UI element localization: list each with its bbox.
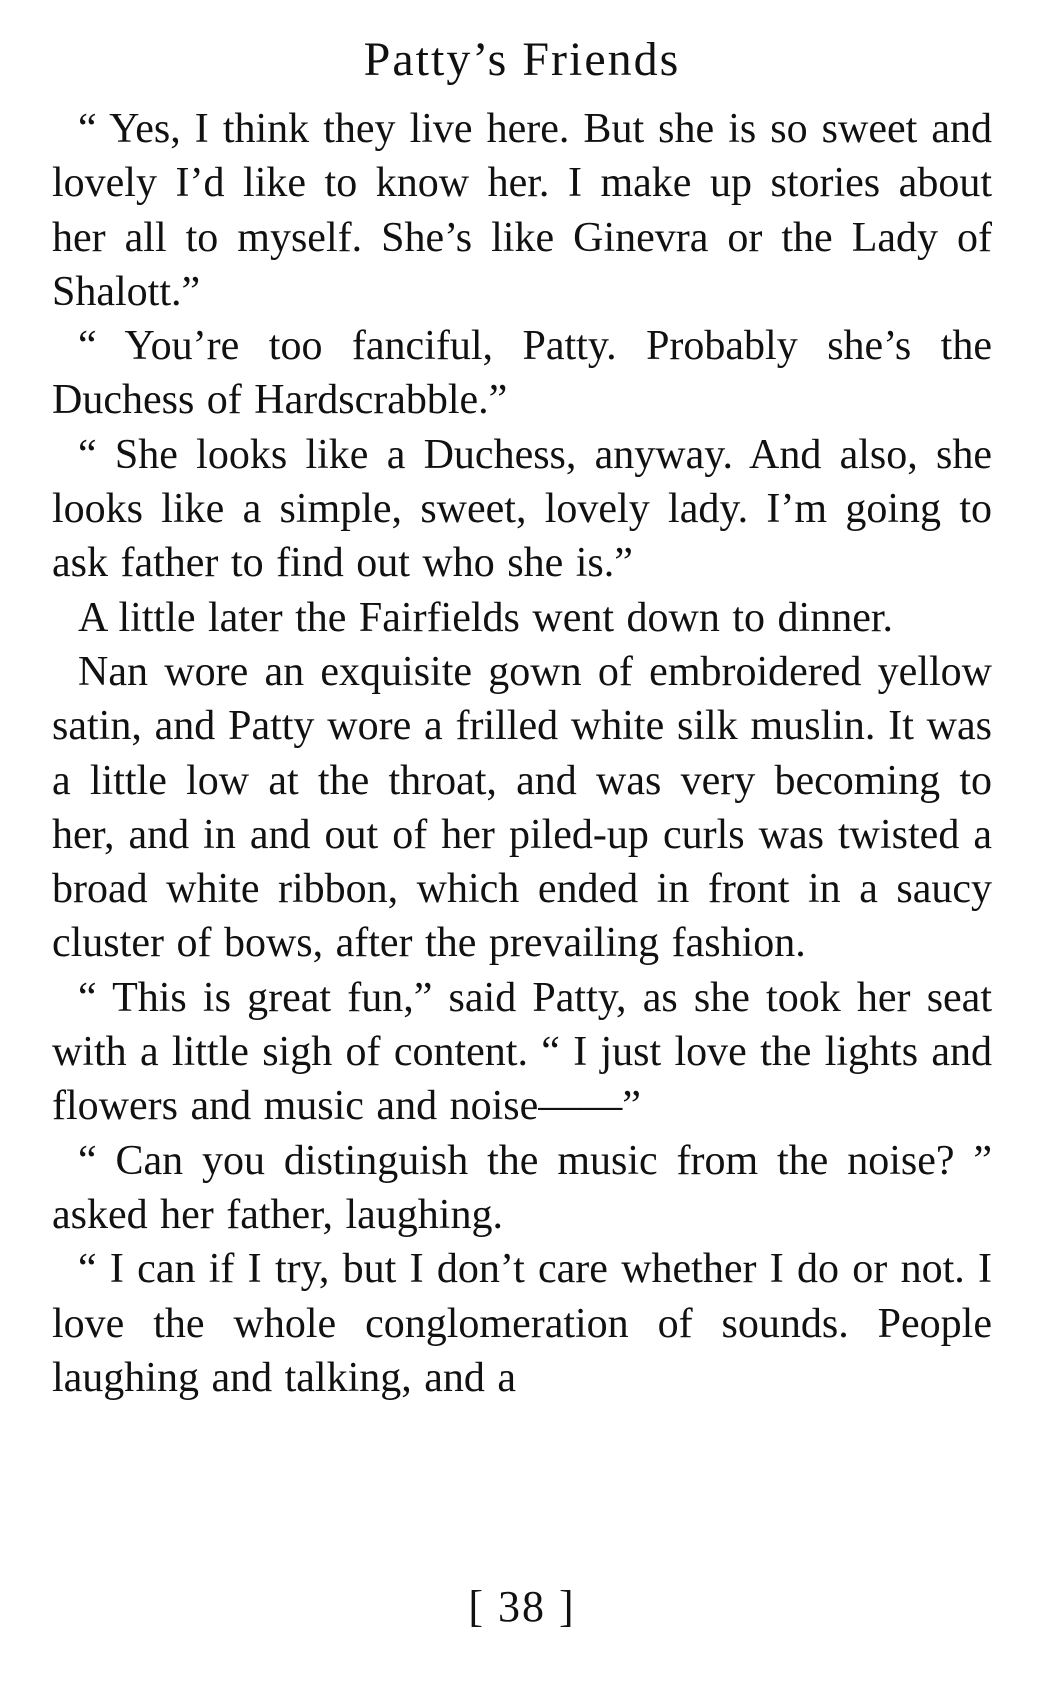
paragraph: “ Yes, I think they live here. But she is so sweet and lovely I’d like to know her. I make up stories about her all to myself. She’s like Ginevra or the Lady of Shalott.” <box>52 106 992 315</box>
paragraph: “ Can you distinguish the music from the noise? ” asked her father, laughing. <box>52 1137 992 1238</box>
paragraph: “ You’re too fanciful, Patty. Probably she’s the Duchess of Hardscrabble.” <box>52 323 992 424</box>
paragraph: Nan wore an exquisite gown of embroidered yellow satin, and Patty wore a frilled white silk muslin. It was a little low at the throat, and was very becoming to her, and in and out of her piled-up curls was twisted a broad white ribbon, which ended in front in a saucy cluster of bows, after the prevailing fashion. <box>52 648 992 967</box>
paragraph: “ This is great fun,” said Patty, as she took her seat with a little sigh of content. “ I just love the lights and flowers and music and noise——” <box>52 974 992 1130</box>
running-head: Patty’s Friends <box>363 33 681 86</box>
page-number: [ 38 ] <box>468 1582 576 1631</box>
paragraph: “ She looks like a Duchess, anyway. And also, she looks like a simple, sweet, lovely lady. I’m going to ask father to find out who she is.” <box>52 431 992 587</box>
body-text <box>52 102 992 1405</box>
paragraph: A little later the Fairfields went down to dinner. <box>78 594 894 641</box>
book-page <box>52 30 992 1670</box>
paragraph: “ I can if I try, but I don’t care whether I do or not. I love the whole conglomeration of sounds. People laughing and talking, and a <box>52 1246 992 1401</box>
